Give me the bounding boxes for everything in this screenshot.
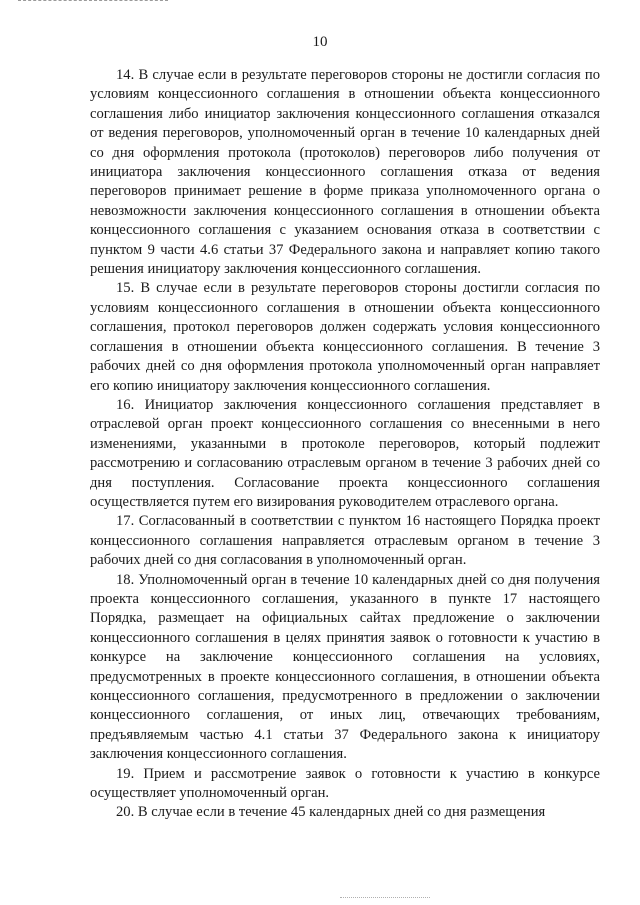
paragraph-19: 19. Прием и рассмотрение заявок о готовности к участию в конкурсе осуществляет уполномоченный орган. xyxy=(90,765,600,802)
paragraph-17: 17. Согласованный в соответствии с пунктом 16 настоящего Порядка проект концессионного соглашения направляется отраслевым органом в течение 3 рабочих дней со дня согласования в уполномоченный орган. xyxy=(90,513,600,569)
scan-edge-mark xyxy=(18,0,168,2)
paragraph-15: 15. В случае если в результате переговоров стороны достигли согласия по условиям концессионного соглашения в отношении объекта концессионного соглашения, протокол переговоров должен содержать условия концессионного соглашения в отношении объекта концессионного соглашения. В течение 3 рабочих дней со дня оформления протокола уполномоченный орган направляет его копию инициатору заключения концессионного соглашения. xyxy=(90,280,600,394)
paragraph-16: 16. Инициатор заключения концессионного соглашения представляет в отраслевой орган проект концессионного соглашения со внесенными в него изменениями, указанными в протоколе переговоров, который подлежит рассмотрению и согласованию отраслевым органом в течение 3 рабочих дней со дня поступления. Согласование проекта концессионного соглашения осуществляется путем его визирования руководителем отраслевого органа. xyxy=(90,396,600,510)
page-number: 10 xyxy=(312,34,328,50)
scan-bottom-mark xyxy=(340,897,430,899)
document-body xyxy=(90,66,600,823)
paragraph-18: 18. Уполномоченный орган в течение 10 календарных дней со дня получения проекта концессионного соглашения, указанного в пункте 17 настоящего Порядка, размещает на официальных сайтах предложение о заключении концессионного соглашения в целях принятия заявок о готовности к участию в конкурсе на заключение концессионного соглашения на условиях, предусмотренных в проекте концессионного соглашения, в отношении объекта концессионного соглашения, предусмотренного в предложении о заключении концессионного соглашения, от иных лиц, отвечающих требованиям, предъявляемым частью 4.1 статьи 37 Федерального закона к инициатору заключения концессионного соглашения. xyxy=(90,571,600,763)
paragraph-14: 14. В случае если в результате переговоров стороны не достигли согласия по условиям концессионного соглашения в отношении объекта концессионного соглашения либо инициатор заключения концессионного соглашения отказался от ведения переговоров, уполномоченный орган в течение 10 календарных дней со дня оформления протокола (протоколов) переговоров либо получения от инициатора заключения концессионного соглашения отказа от ведения переговоров принимает решение в форме приказа уполномоченного органа о невозможности заключения концессионного соглашения в отношении объекта концессионного соглашения с указанием основания отказа в соответствии с пунктом 9 части 4.6 статьи 37 Федерального закона и направляет копию такого решения инициатору заключения концессионного соглашения. xyxy=(90,67,600,278)
paragraph-20: 20. В случае если в течение 45 календарных дней со дня размещения xyxy=(116,804,546,821)
